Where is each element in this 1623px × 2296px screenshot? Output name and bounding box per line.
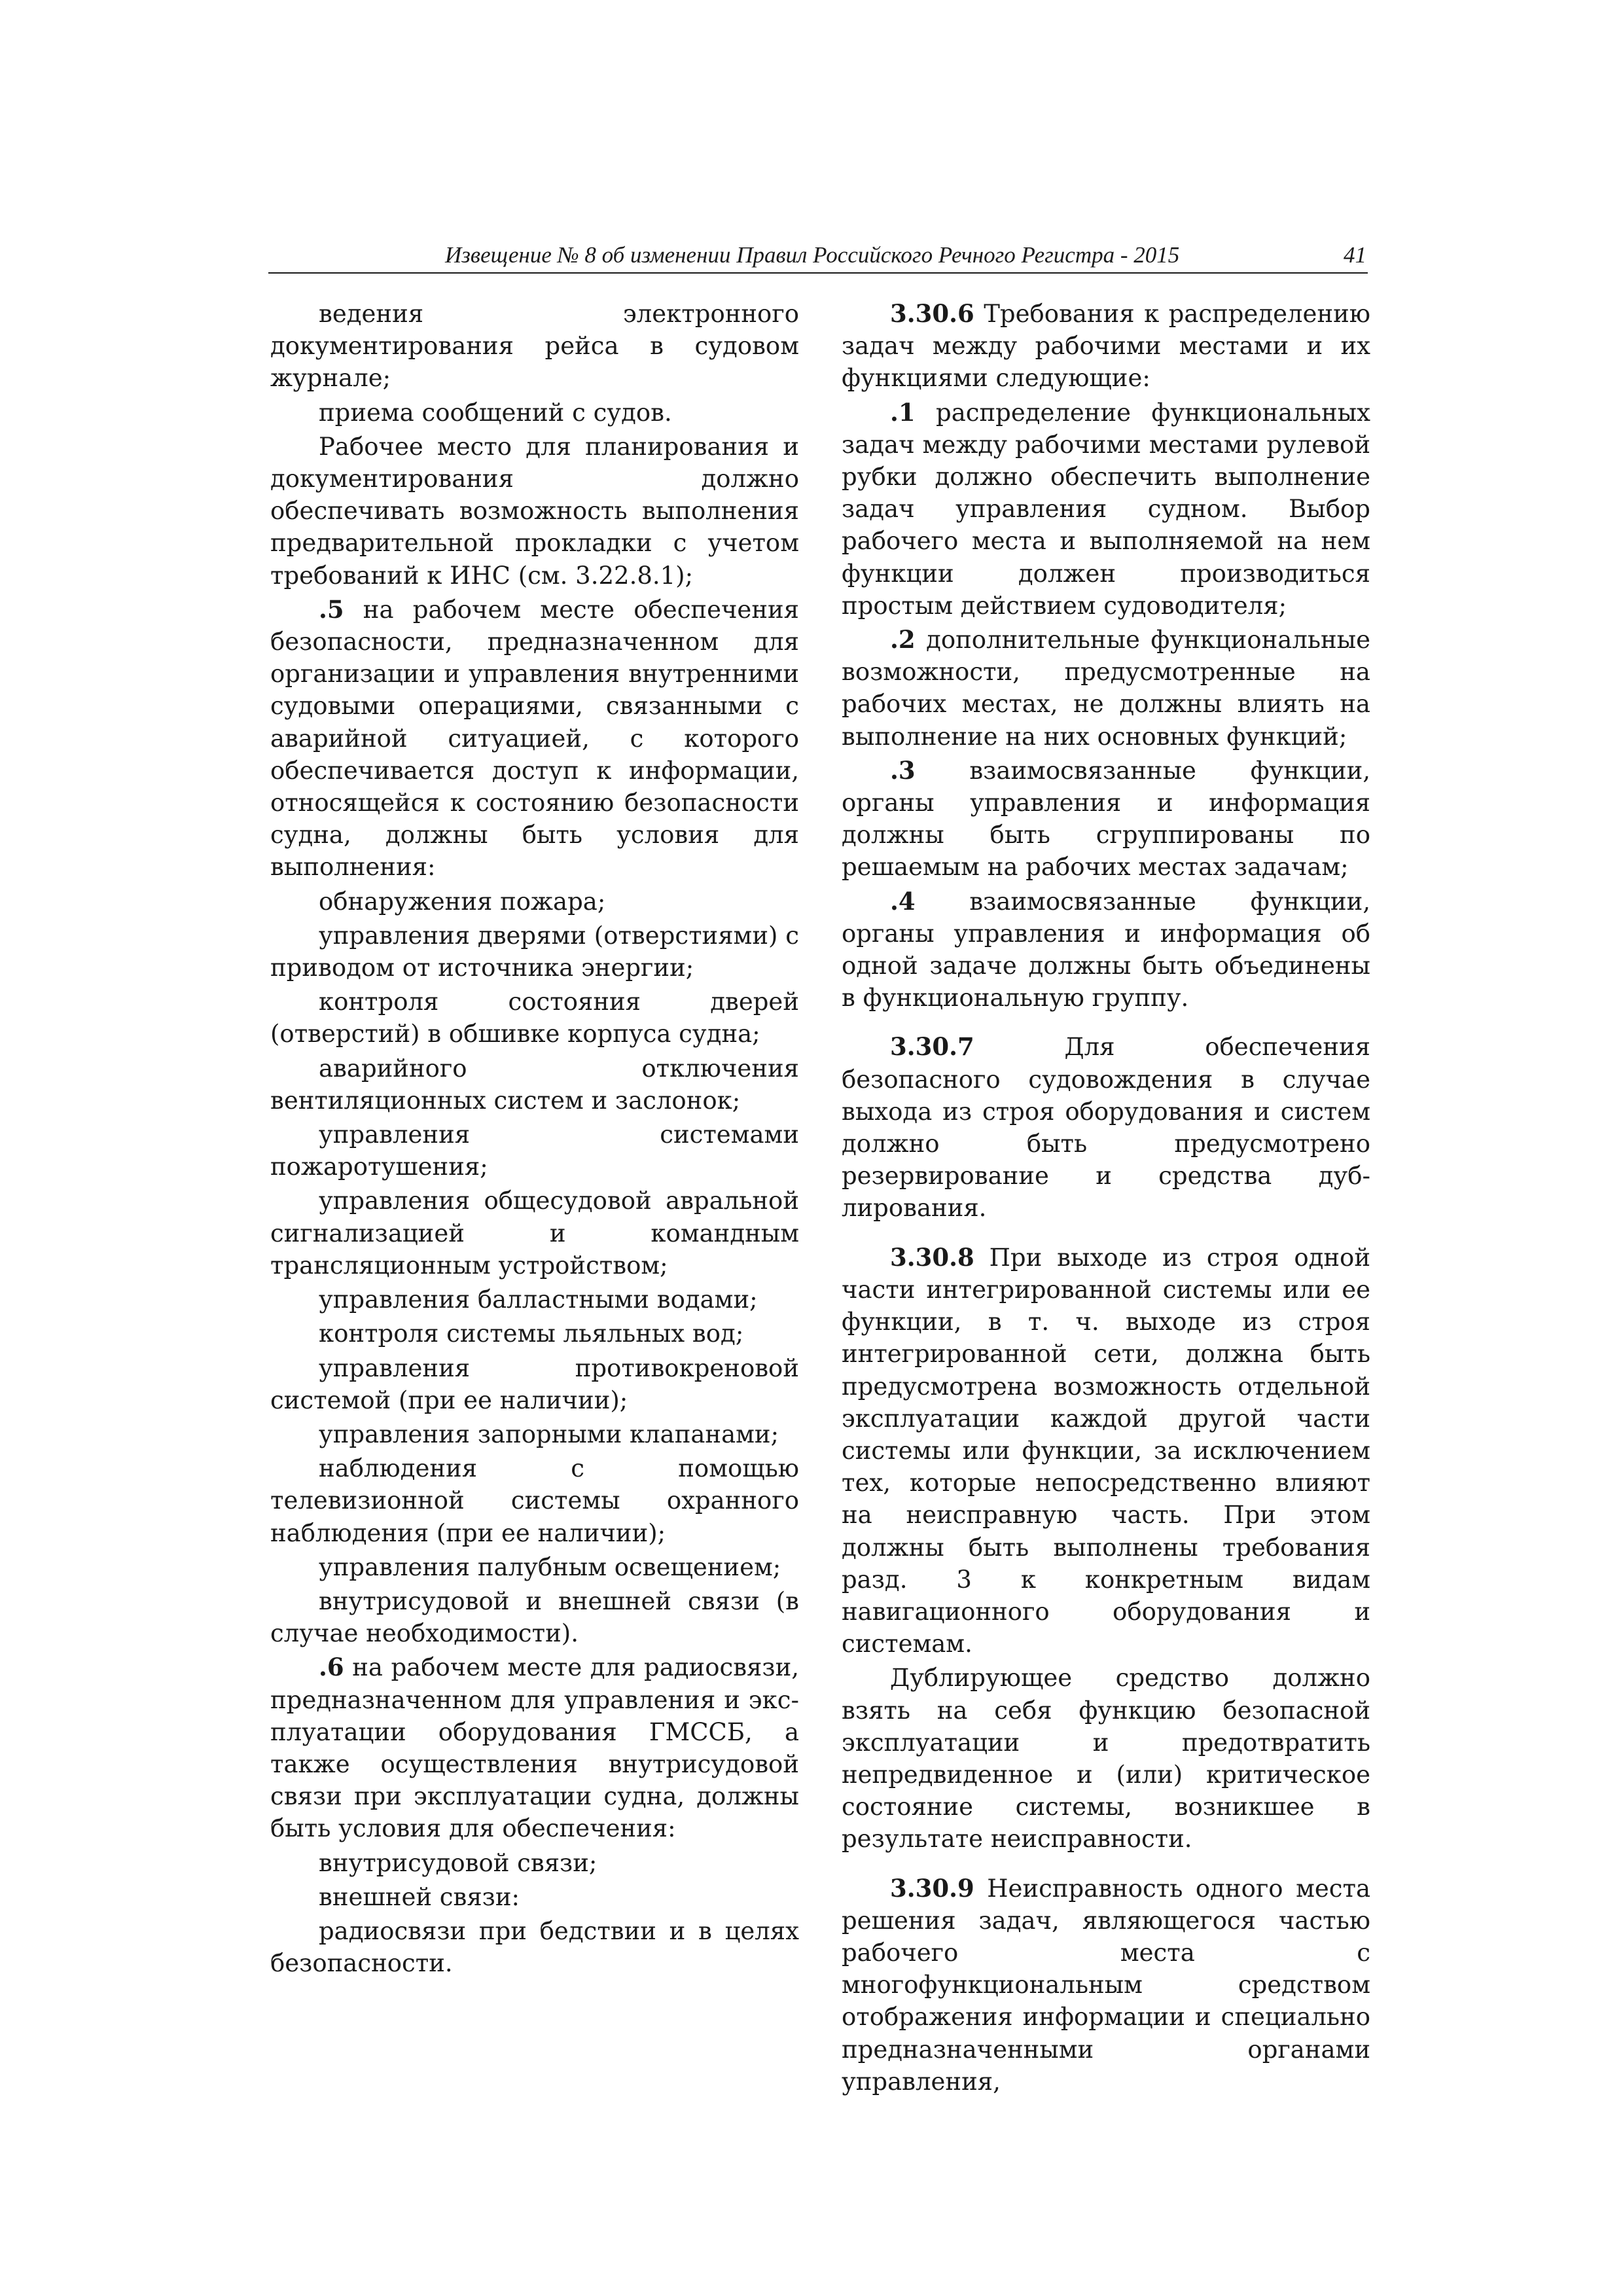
right-column — [842, 298, 1370, 2100]
item-number: .1 — [890, 397, 916, 427]
list-item — [842, 624, 1370, 753]
item-text: дополнительные функциональные возможности, предусмотренные на рабочих местах, не должны влиять на выполнение на них основных функций; — [842, 626, 1370, 751]
item-text: взаимосвязанные функции, органы управления и информация должны быть сгруппированы по решаемым на рабочих местах задачам; — [842, 756, 1370, 882]
item-number: .6 — [319, 1653, 344, 1682]
list-item — [842, 755, 1370, 884]
list-item: внешней связи: — [319, 1882, 520, 1911]
paragraph: ведения электронного документирования рейса в судовом журнале; — [270, 300, 799, 393]
item-text: взаимосвязанные функции, органы управления и информация об одной задаче должны быть объединены в функциональную группу. — [842, 887, 1370, 1013]
list-item: управления дверями (отверстиями) с приводом от источника энергии; — [270, 921, 799, 982]
item-number: .5 — [319, 594, 344, 624]
section-text: Неисправность одного места решения задач, являющегося частью рабочего места с многофункциональным средством отображения информации и специально предназначенными органами управления, — [842, 1874, 1370, 2096]
paragraph: Дублирующее средство должно взять на себя функцию безопасной эксплуатации и предотвратить непредвиденное и (или) критическое состояние системы, возникшее в результате неисправности. — [842, 1664, 1370, 1854]
list-item: наблюдения с помощью телевизионной системы охранного наблюдения (при ее наличии); — [270, 1454, 799, 1547]
list-item: контроля системы льяльных вод; — [319, 1319, 744, 1348]
section-text: Для обеспечения безопасного судовождения в случае выхода из строя оборудования и систем должно быть предусмотрено резервирование и средства дублирования. — [842, 1033, 1370, 1223]
list-item: внутрисудовой и внешней связи (в случае необходимости). — [270, 1587, 799, 1648]
item-number: .4 — [890, 886, 916, 916]
section-number: 3.30.8 — [890, 1242, 974, 1272]
left-column — [270, 298, 799, 1981]
item-text: на рабочем месте для радиосвязи, предназначенном для управления и эксплуатации оборудования ГМССБ, а также осуществления внутрисудовой связи при эксплуатации судна, должны быть условия для обеспечения: — [270, 1653, 799, 1843]
list-item: управления балластными водами; — [319, 1285, 758, 1314]
section-3-30-9 — [842, 1873, 1370, 2098]
section-number: 3.30.6 — [890, 299, 974, 328]
list-item: внутрисудовой связи; — [319, 1848, 597, 1877]
list-item: обнаружения пожара; — [319, 887, 606, 916]
list-item — [842, 397, 1370, 622]
section-3-30-8 — [842, 1242, 1370, 1660]
item-number: .2 — [890, 625, 916, 655]
list-item: радиосвязи при бедствии и в целях безопасности. — [270, 1916, 799, 1978]
list-item — [842, 886, 1370, 1014]
page-number: 41 — [1344, 242, 1366, 268]
running-header — [268, 241, 1368, 274]
list-item-5 — [270, 594, 799, 884]
list-item: управления системами пожаротушения; — [270, 1121, 799, 1181]
list-item: контроля состояния дверей (отверстий) в обшивке корпуса судна; — [270, 988, 799, 1049]
list-item-6 — [270, 1651, 799, 1844]
header-title: Извещение № 8 об изменении Правил Российского Речного Регистра - 2015 — [445, 242, 1180, 268]
list-item: управления запорными клапанами; — [319, 1420, 779, 1448]
section-text: Требования к распределению задач между рабочими местами и их функциями следующие: — [842, 300, 1370, 393]
section-3-30-7 — [842, 1031, 1370, 1224]
list-item: управления палубным освещением; — [319, 1552, 781, 1581]
list-item: управления противокреновой системой (при ее наличии); — [270, 1354, 799, 1414]
section-text: При выходе из строя одной части интегрированной системы или ее функции, в т. ч. выходе из строя интегрированной сети, должна быть предусмотрена возможность отдельной эксплуатации каждой другой части системы или функции, за исключением тех, которые непосредственно влияют на неисправную часть. При этом должны быть выполнены требования разд. 3 к конкретным видам навигационного оборудования и системам. — [842, 1243, 1370, 1659]
list-item: управления общесудовой авральной сигнализацией и командным трансляционным устройством; — [270, 1187, 799, 1280]
item-number: .3 — [890, 755, 916, 785]
section-number: 3.30.7 — [890, 1032, 974, 1062]
item-text: на рабочем месте обеспечения безопасности, предназначенном для организации и управления внутренними судовыми операциями, связанными с аварийной ситуацией, с которого обеспечивается доступ к информации, относящейся к состоянию безопасности судна, должны быть условия для выполнения: — [270, 595, 799, 882]
section-number: 3.30.9 — [890, 1873, 974, 1903]
section-3-30-6 — [842, 298, 1370, 395]
paragraph: приема сообщений с судов. — [319, 398, 672, 427]
item-text: распределение функциональных задач между рабочими местами рулевой рубки должно обеспечить выполнение задач управления судном. Выбор рабочего места и выполняемой на нем функции должен производиться простым действием судоводителя; — [842, 398, 1370, 620]
paragraph: Рабочее место для планирования и документирования должно обеспечивать возможность выполнения предварительной прокладки с учетом требований к ИНС (см. 3.22.8.1); — [270, 432, 799, 590]
list-item: аварийного отключения вентиляционных систем и заслонок; — [270, 1054, 799, 1115]
